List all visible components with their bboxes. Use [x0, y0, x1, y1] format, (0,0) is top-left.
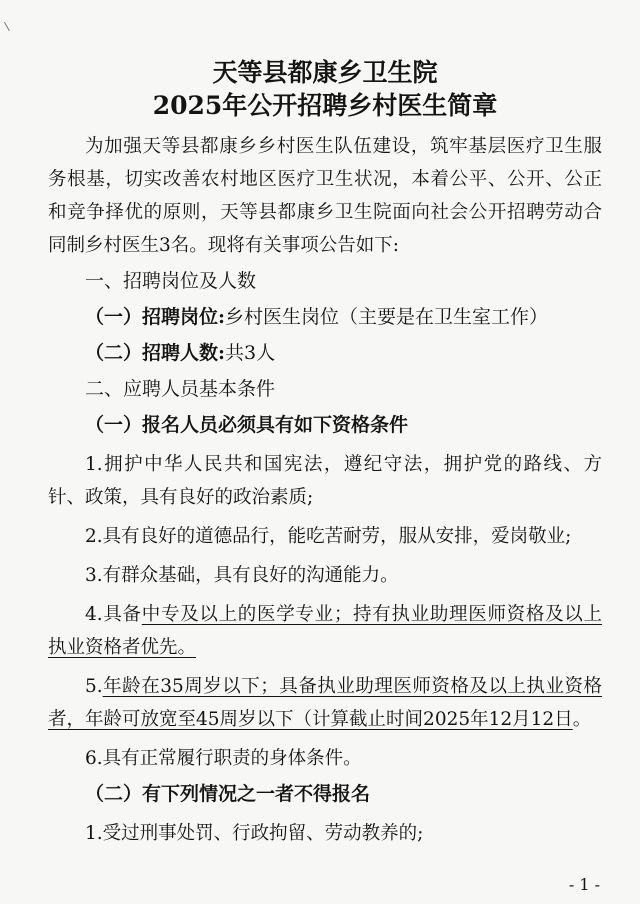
- condition-2: 2.具有良好的道德品行，能吃苦耐劳，服从安排，爱岗敬业;: [85, 526, 572, 547]
- intro-paragraph: 为加强天等县都康乡乡村医生队伍建设，筑牢基层医疗卫生服务根基，切实改善农村地区医疗卫生状况，本着公平、公开、公正和竞争择优的原则，天等县都康乡卫生院面向社会公开招聘劳动合同制乡村医生3名。现将有关事项公告如下:: [48, 136, 602, 256]
- s2-sub2-heading: （二）有下列情况之一者不得报名: [85, 783, 371, 805]
- s1-item-count: [48, 337, 602, 370]
- condition-4: [48, 598, 602, 664]
- s2-sub1-heading: （一）报名人员必须具有如下资格条件: [85, 414, 409, 436]
- s1-item-count-label: （二）招聘人数:: [85, 342, 226, 364]
- condition-5-suffix: 。: [572, 709, 592, 730]
- condition-4-prefix: 4.具备: [85, 604, 142, 625]
- condition-5: [48, 670, 602, 736]
- condition-1: 1.拥护中华人民共和国宪法，遵纪守法，拥护党的路线、方针、政策，具有良好的政治素质;: [48, 454, 602, 508]
- section-1-heading: 一、招聘岗位及人数: [85, 270, 257, 292]
- doc-title-line1: 天等县都康乡卫生院: [212, 58, 438, 87]
- condition-4-underlined: 中专及以上的医学专业；持有执业助理医师资格及以上执业资格者优先。: [48, 604, 602, 658]
- s1-item-position-label: （一）招聘岗位:: [85, 306, 226, 328]
- s1-item-count-value: 共3人: [225, 342, 276, 364]
- condition-3: 3.有群众基础，具有良好的沟通能力。: [85, 565, 399, 586]
- doc-title-line2: 2025年公开招聘乡村医生简章: [152, 91, 498, 120]
- condition-5-underlined: 年龄在35周岁以下；具备执业助理医师资格及以上执业资格者，年龄可放宽至45周岁以下（计算截止时间2025年12月12日: [48, 676, 602, 730]
- condition-6: 6.具有正常履行职责的身体条件。: [85, 748, 362, 769]
- s1-item-position-value: 乡村医生岗位（主要是在卫生室工作）: [225, 306, 549, 328]
- section-2-heading: 二、应聘人员基本条件: [85, 378, 276, 400]
- exclusion-1: 1.受过刑事处罚、行政拘留、劳动教养的;: [85, 823, 424, 844]
- condition-5-prefix: 5.: [85, 676, 103, 697]
- s1-item-position: [48, 301, 602, 334]
- page-number: - 1 -: [568, 875, 600, 894]
- scan-mark: [4, 19, 15, 31]
